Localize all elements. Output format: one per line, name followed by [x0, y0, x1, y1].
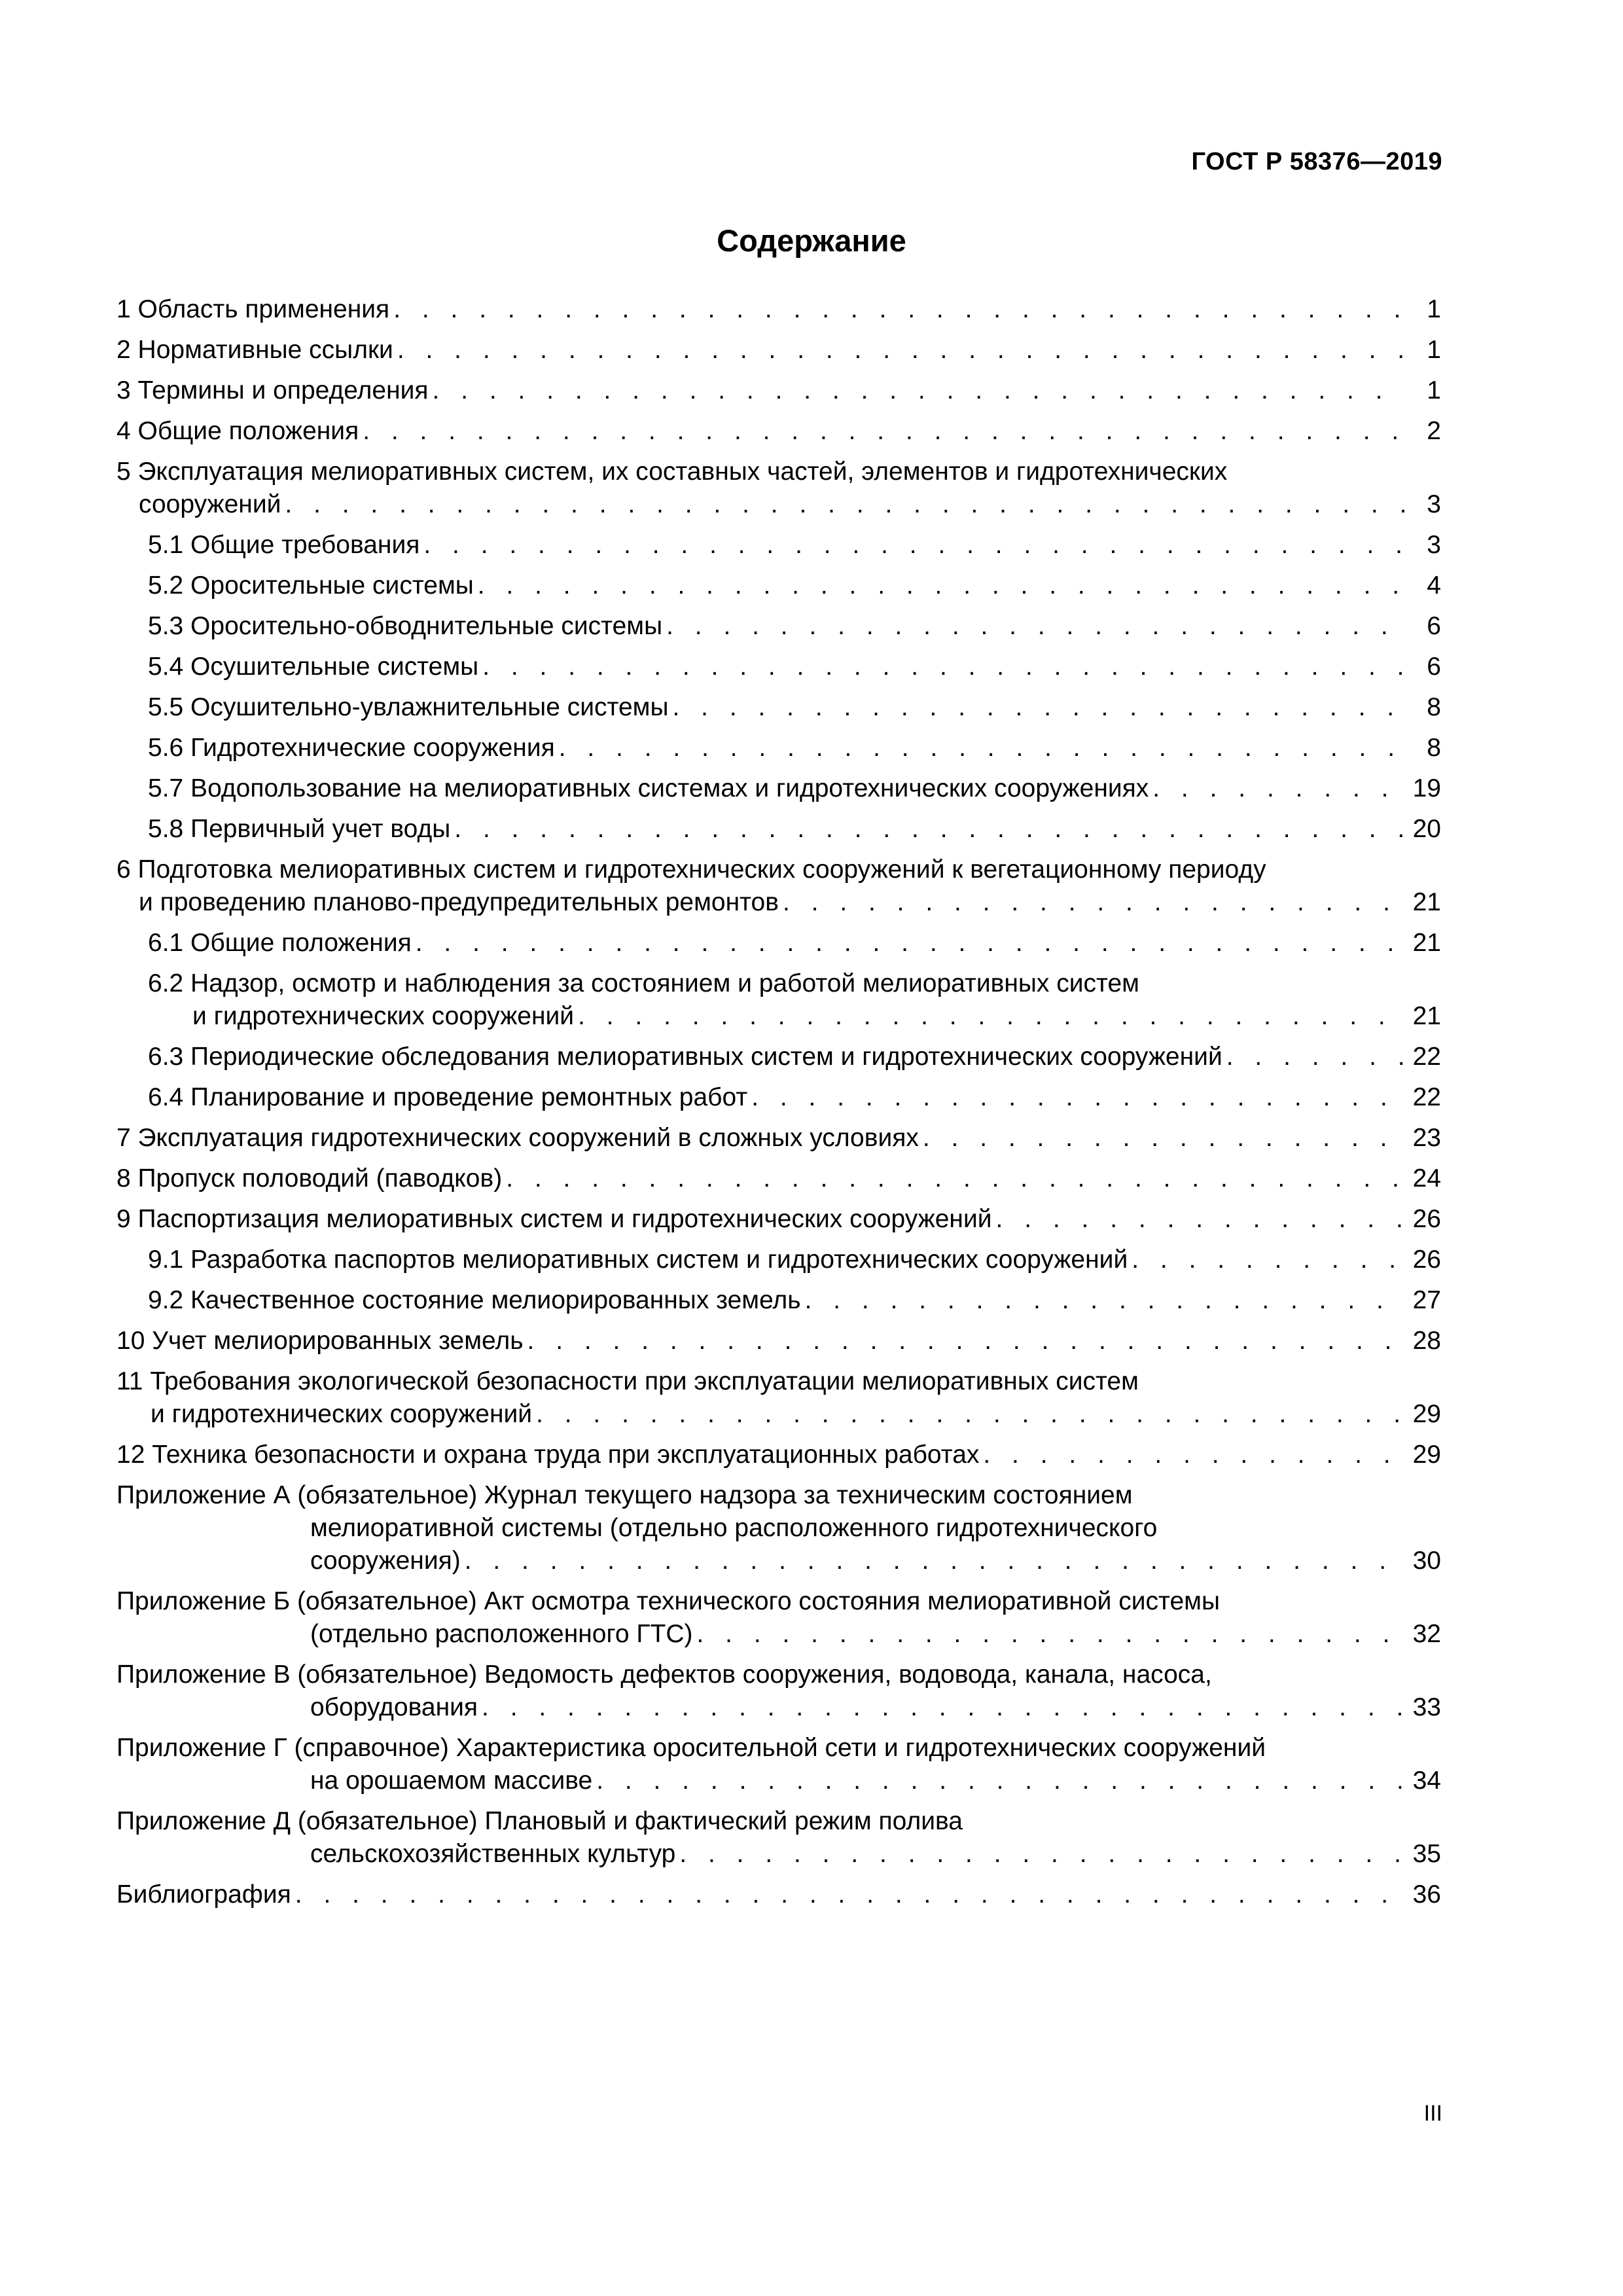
leader-dots	[454, 813, 1404, 846]
toc-entry[interactable]	[116, 1244, 1441, 1276]
toc-entry-page: 2	[1427, 417, 1441, 445]
leader-dots	[751, 1081, 1404, 1114]
toc-entry-heading: Приложение Б (обязательное) Акт осмотра технического состояния мелиоративной системы	[116, 1587, 1220, 1615]
toc-entry[interactable]	[116, 1365, 1441, 1431]
leader-dots	[697, 1618, 1405, 1651]
toc-entry[interactable]	[116, 1203, 1441, 1236]
toc-entry-title: на орошаемом массиве	[310, 1767, 593, 1795]
leader-dots	[295, 1878, 1404, 1911]
leader-dots	[285, 488, 1404, 521]
toc-entry-title: 5.7 Водопользование на мелиоративных системах и гидротехнических сооружениях	[148, 774, 1149, 802]
toc-entry-page: 1	[1427, 295, 1441, 323]
toc-entry-title: 3 Термины и определения	[116, 376, 429, 404]
toc-entry[interactable]	[116, 1325, 1441, 1357]
toc-entry[interactable]	[116, 651, 1441, 683]
toc-entry-title: 9 Паспортизация мелиоративных систем и гидротехнических сооружений	[116, 1205, 992, 1233]
toc-entry-title: 6.1 Общие положения	[148, 929, 412, 957]
toc-entry-title: 5.8 Первичный учет воды	[148, 815, 451, 843]
toc-entry-page: 26	[1412, 1205, 1441, 1233]
leader-dots	[679, 1838, 1404, 1871]
toc-entry[interactable]	[116, 610, 1441, 643]
toc-entry[interactable]	[116, 691, 1441, 724]
leader-dots	[482, 651, 1404, 683]
leader-dots	[416, 927, 1404, 960]
toc-entry-title: сооружений	[139, 490, 281, 518]
toc-entry-page: 20	[1412, 815, 1441, 843]
toc-entry-title: 5.4 Осушительные системы	[148, 653, 479, 681]
toc-entry-page: 1	[1427, 376, 1441, 404]
toc-entry[interactable]	[116, 1122, 1441, 1155]
toc-entry[interactable]	[116, 456, 1441, 521]
toc-entry-title: 9.2 Качественное состояние мелиорированных земель	[148, 1286, 801, 1314]
toc-entry-page: 1	[1427, 336, 1441, 364]
toc-entry-appendix[interactable]	[116, 1585, 1441, 1651]
leader-dots	[393, 293, 1404, 326]
leader-dots	[666, 610, 1404, 643]
toc-entry[interactable]	[116, 732, 1441, 764]
leader-dots	[923, 1122, 1404, 1155]
toc-entry-page: 21	[1412, 1002, 1441, 1030]
leader-dots	[996, 1203, 1404, 1236]
toc-entry-title: Библиография	[116, 1880, 291, 1909]
toc-title: Содержание	[717, 223, 906, 258]
toc-entry[interactable]	[116, 1284, 1441, 1317]
toc-entry-page: 3	[1427, 490, 1441, 518]
toc-entry-title: и гидротехнических сооружений	[151, 1400, 533, 1428]
toc-entry-title: 5.6 Гидротехнические сооружения	[148, 734, 555, 762]
leader-dots	[783, 886, 1404, 919]
toc-entry-page: 28	[1412, 1327, 1441, 1355]
toc-entry-page: 36	[1412, 1880, 1441, 1909]
page-number: III	[1423, 2101, 1442, 2126]
leader-dots	[596, 1765, 1404, 1797]
toc-entry-title: и гидротехнических сооружений	[192, 1002, 575, 1030]
toc-entry-page: 3	[1427, 531, 1441, 559]
toc-entry-page: 22	[1412, 1083, 1441, 1111]
toc-entry-heading: 11 Требования экологической безопасности при эксплуатации мелиоративных систем	[116, 1367, 1139, 1395]
toc-entry-page: 32	[1412, 1620, 1441, 1648]
leader-dots	[506, 1162, 1404, 1195]
toc-entry-heading: 6 Подготовка мелиоративных систем и гидротехнических сооружений к вегетационному периоду	[116, 855, 1266, 884]
toc-entry-title: (отдельно расположенного ГТС)	[310, 1620, 693, 1648]
toc-entry-title: 6.3 Периодические обследования мелиоративных систем и гидротехнических сооружений	[148, 1043, 1222, 1071]
toc-entry-heading: Приложение А (обязательное) Журнал текущего надзора за техническим состоянием	[116, 1481, 1133, 1509]
toc-entry-title: 4 Общие положения	[116, 417, 359, 445]
leader-dots	[433, 374, 1404, 407]
toc-entry-heading-cont: мелиоративной системы (отдельно расположенного гидротехнического	[310, 1514, 1158, 1542]
toc-entry-page: 22	[1412, 1043, 1441, 1071]
toc-entry-title: сооружения)	[310, 1547, 461, 1575]
leader-dots	[423, 529, 1404, 562]
toc-entry[interactable]	[116, 374, 1441, 407]
toc-entry-page: 30	[1412, 1547, 1441, 1575]
toc-entry[interactable]	[116, 293, 1441, 326]
leader-dots	[983, 1439, 1404, 1471]
toc-entry-page: 29	[1412, 1441, 1441, 1469]
toc-entry-title: 5.1 Общие требования	[148, 531, 420, 559]
leader-dots	[536, 1398, 1404, 1431]
toc-entry[interactable]	[116, 1162, 1441, 1195]
toc-entry-page: 8	[1427, 693, 1441, 721]
toc-entry[interactable]	[116, 1439, 1441, 1471]
toc-entry-page: 6	[1427, 612, 1441, 640]
toc-entry[interactable]	[116, 853, 1441, 919]
toc-entry[interactable]	[116, 1878, 1441, 1911]
table-of-contents	[116, 293, 1441, 1911]
leader-dots	[1152, 772, 1404, 805]
leader-dots	[397, 334, 1404, 367]
toc-entry-heading: Приложение В (обязательное) Ведомость дефектов сооружения, водовода, канала, насоса,	[116, 1660, 1212, 1689]
toc-entry-title: оборудования	[310, 1693, 478, 1721]
toc-entry[interactable]	[116, 415, 1441, 448]
toc-entry-page: 23	[1412, 1124, 1441, 1152]
toc-entry[interactable]	[116, 1081, 1441, 1114]
toc-entry-page: 6	[1427, 653, 1441, 681]
leader-dots	[1132, 1244, 1404, 1276]
toc-entry-page: 19	[1412, 774, 1441, 802]
toc-entry-heading: Приложение Г (справочное) Характеристика оросительной сети и гидротехнических сооружений	[116, 1734, 1266, 1762]
leader-dots	[559, 732, 1404, 764]
toc-entry[interactable]	[116, 1041, 1441, 1073]
toc-entry-page: 21	[1412, 929, 1441, 957]
toc-entry[interactable]	[116, 529, 1441, 562]
toc-entry-title: 5.3 Оросительно-обводнительные системы	[148, 612, 663, 640]
toc-entry-page: 4	[1427, 571, 1441, 600]
toc-entry-heading: 6.2 Надзор, осмотр и наблюдения за состоянием и работой мелиоративных систем	[148, 969, 1139, 997]
toc-entry-page: 8	[1427, 734, 1441, 762]
toc-entry-page: 33	[1412, 1693, 1441, 1721]
toc-entry-page: 29	[1412, 1400, 1441, 1428]
toc-entry[interactable]	[116, 927, 1441, 960]
toc-entry-appendix[interactable]	[116, 1479, 1441, 1577]
toc-entry[interactable]	[116, 813, 1441, 846]
toc-entry-appendix[interactable]	[116, 1805, 1441, 1871]
toc-entry-title: 6.4 Планирование и проведение ремонтных работ	[148, 1083, 748, 1111]
toc-entry-page: 34	[1412, 1767, 1441, 1795]
toc-entry-title: 9.1 Разработка паспортов мелиоративных систем и гидротехнических сооружений	[148, 1246, 1128, 1274]
toc-entry-title: 12 Техника безопасности и охрана труда при эксплуатационных работах	[116, 1441, 980, 1469]
toc-entry-page: 24	[1412, 1164, 1441, 1193]
leader-dots	[805, 1284, 1404, 1317]
toc-entry-page: 21	[1412, 888, 1441, 916]
leader-dots	[672, 691, 1404, 724]
toc-entry[interactable]	[116, 967, 1441, 1033]
toc-entry-title: 8 Пропуск половодий (паводков)	[116, 1164, 503, 1193]
leader-dots	[578, 1000, 1404, 1033]
leader-dots	[482, 1691, 1404, 1724]
toc-entry-appendix[interactable]	[116, 1732, 1441, 1797]
toc-entry-heading: 5 Эксплуатация мелиоративных систем, их составных частей, элементов и гидротехнических	[116, 457, 1228, 486]
toc-entry-page: 27	[1412, 1286, 1441, 1314]
toc-entry-page: 35	[1412, 1840, 1441, 1868]
toc-entry-title: 5.2 Оросительные системы	[148, 571, 474, 600]
toc-entry-title: 7 Эксплуатация гидротехнических сооружений в сложных условиях	[116, 1124, 919, 1152]
toc-entry-title: 1 Область применения	[116, 295, 390, 323]
leader-dots	[478, 569, 1404, 602]
toc-entry[interactable]	[116, 772, 1441, 805]
toc-entry-title: 5.5 Осушительно-увлажнительные системы	[148, 693, 669, 721]
document-code: ГОСТ Р 58376—2019	[1191, 148, 1442, 175]
toc-entry-heading: Приложение Д (обязательное) Плановый и фактический режим полива	[116, 1807, 963, 1835]
leader-dots	[363, 415, 1404, 448]
toc-entry-title: и проведению планово-предупредительных ремонтов	[139, 888, 779, 916]
toc-entry[interactable]	[116, 334, 1441, 367]
toc-entry-title: 10 Учет мелиорированных земель	[116, 1327, 524, 1355]
toc-entry-title: сельскохозяйственных культур	[310, 1840, 676, 1868]
toc-entry-title: 2 Нормативные ссылки	[116, 336, 393, 364]
toc-entry-page: 26	[1412, 1246, 1441, 1274]
leader-dots	[527, 1325, 1404, 1357]
toc-entry[interactable]	[116, 569, 1441, 602]
toc-entry-appendix[interactable]	[116, 1659, 1441, 1724]
leader-dots	[465, 1545, 1404, 1577]
leader-dots	[1226, 1041, 1404, 1073]
